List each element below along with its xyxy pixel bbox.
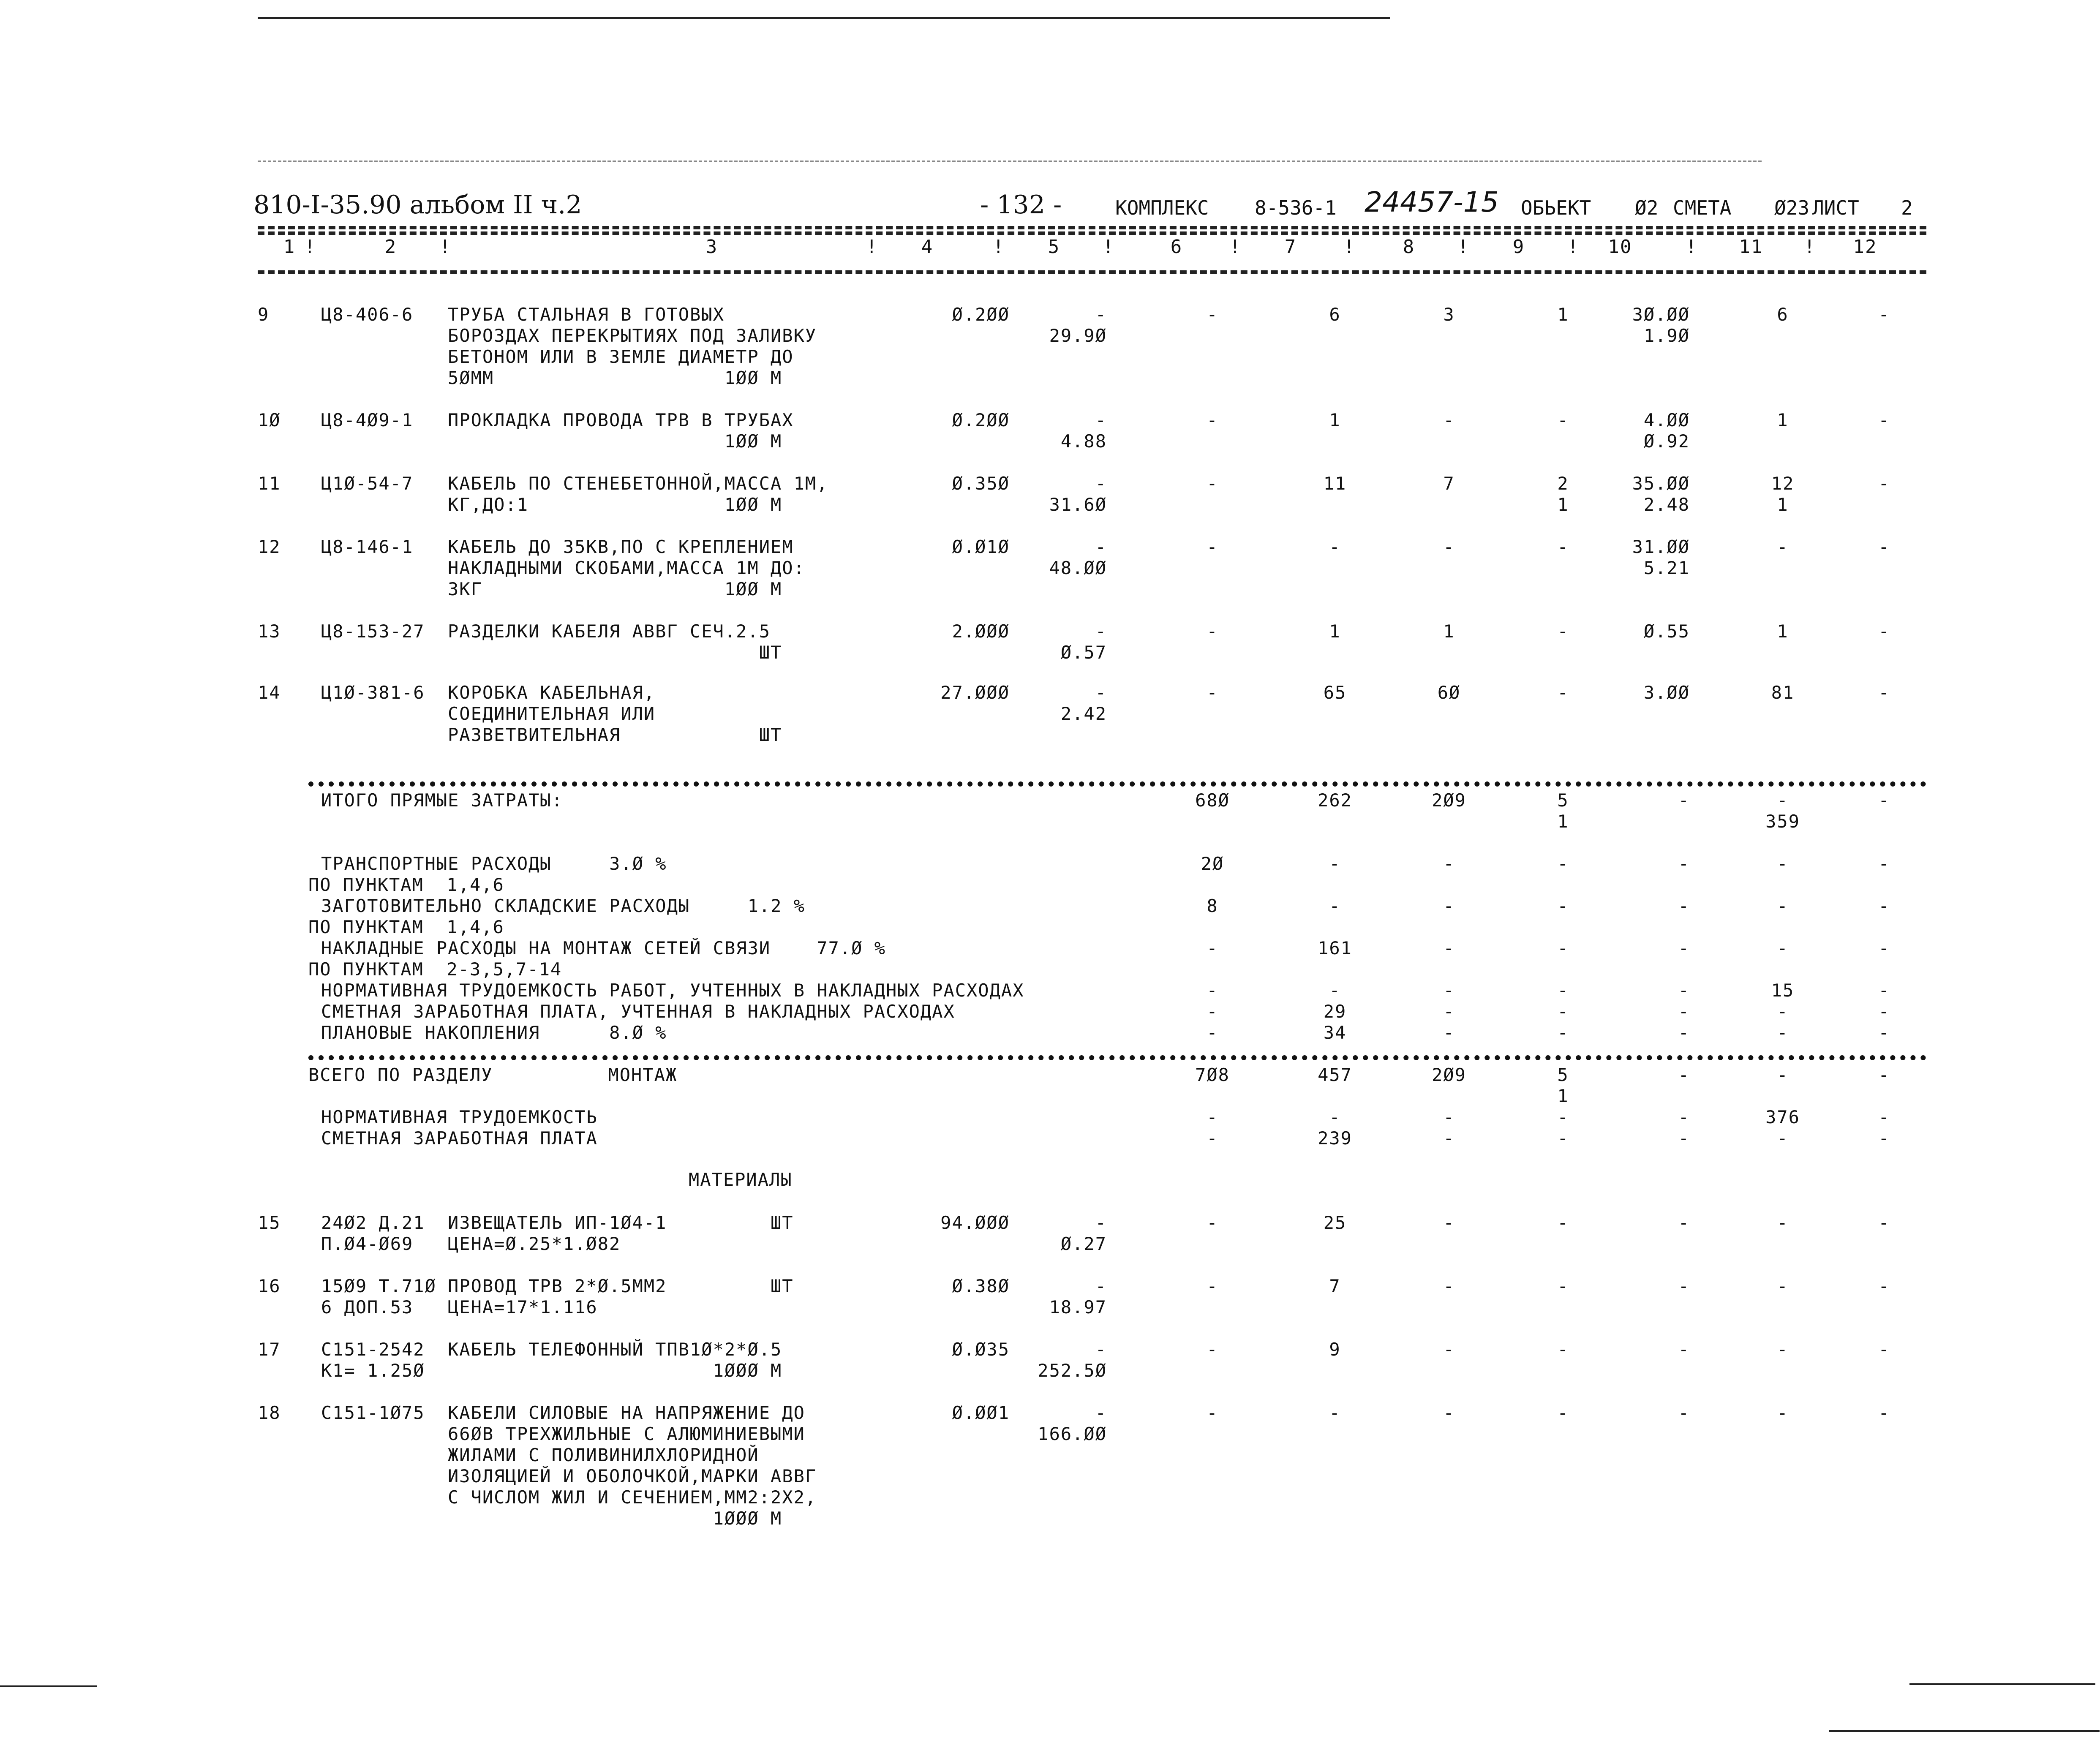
cell-c10: 35.ØØ bbox=[1632, 473, 1690, 494]
cell-c12: - bbox=[1878, 1402, 1890, 1423]
cell-c10: - bbox=[1678, 1128, 1690, 1149]
cell-c9: 2 bbox=[1557, 473, 1569, 494]
cell-c10: - bbox=[1678, 1212, 1690, 1233]
cell-c6: - bbox=[1207, 1212, 1218, 1233]
cell-c5: - bbox=[1095, 1402, 1107, 1423]
cell-c6: 8 bbox=[1207, 896, 1218, 916]
cell-c11: - bbox=[1777, 938, 1789, 958]
column-number: 10 bbox=[1608, 236, 1632, 258]
column-separator: ! bbox=[1686, 236, 1698, 258]
cell-c11: - bbox=[1777, 536, 1789, 557]
material-description-line: 66ØВ ТРЕХЖИЛЬНЫЕ С АЛЮМИНИЕВЫМИ bbox=[448, 1424, 805, 1444]
cell-c5: Ø.57 bbox=[1060, 642, 1107, 663]
overhead-line: ТРАНСПОРТНЫЕ РАСХОДЫ 3.Ø % bbox=[321, 853, 667, 874]
cell-c12: - bbox=[1878, 896, 1890, 916]
cell-c9: - bbox=[1557, 853, 1569, 874]
wages-label: СМЕТНАЯ ЗАРАБОТНАЯ ПЛАТА bbox=[321, 1128, 598, 1149]
cell-c8: - bbox=[1443, 853, 1455, 874]
column-number: 3 bbox=[705, 236, 718, 258]
cell-c7: 7 bbox=[1329, 1276, 1341, 1296]
item-number: 1Ø bbox=[258, 410, 281, 430]
cell-c6: - bbox=[1207, 980, 1218, 1001]
cell-c11: - bbox=[1777, 1128, 1789, 1149]
cell-c10: 2.48 bbox=[1643, 494, 1690, 515]
item-description-line: РАЗДЕЛКИ КАБЕЛЯ АВВГ СЕЧ.2.5 bbox=[448, 621, 771, 642]
header-rule bbox=[258, 231, 1926, 235]
item-number: 13 bbox=[258, 621, 281, 642]
item-description-line: ПРОКЛАДКА ПРОВОДА ТРВ В ТРУБАХ bbox=[448, 410, 794, 430]
item-description-line: ТРУБА СТАЛЬНАЯ В ГОТОВЫХ bbox=[448, 304, 725, 325]
overhead-line: ЗАГОТОВИТЕЛЬНО СКЛАДСКИЕ РАСХОДЫ 1.2 % bbox=[321, 896, 806, 916]
estimate-number: Ø23 bbox=[1774, 196, 1810, 219]
cell-c8: - bbox=[1443, 938, 1455, 958]
cell-c7: 1 bbox=[1329, 621, 1341, 642]
cell-c9: - bbox=[1557, 1128, 1569, 1149]
column-number: 4 bbox=[921, 236, 934, 258]
cell-c7: 239 bbox=[1318, 1128, 1352, 1149]
cell-c10: - bbox=[1678, 1107, 1690, 1127]
cell-c5: - bbox=[1095, 536, 1107, 557]
cell-c12: - bbox=[1878, 1212, 1890, 1233]
cell-c6: - bbox=[1207, 1107, 1218, 1127]
cell-c8: - bbox=[1443, 1339, 1455, 1360]
cell-c9: - bbox=[1557, 1212, 1569, 1233]
item-code: Ц8-146-1 bbox=[321, 536, 414, 557]
cell-c4: Ø.Ø35 bbox=[952, 1339, 1010, 1360]
cell-c6: - bbox=[1207, 938, 1218, 958]
material-code: 15Ø9 Т.71Ø bbox=[321, 1276, 436, 1296]
cell-c4: Ø.2ØØ bbox=[952, 410, 1010, 430]
cell-c4: 94.ØØØ bbox=[940, 1212, 1010, 1233]
cell-c9: - bbox=[1557, 896, 1569, 916]
material-code: С151-1Ø75 bbox=[321, 1402, 425, 1423]
cell-c8: - bbox=[1443, 536, 1455, 557]
cell-c11: 1 bbox=[1777, 410, 1789, 430]
cell-c5: 18.97 bbox=[1049, 1297, 1107, 1318]
item-description-line: СОЕДИНИТЕЛЬНАЯ ИЛИ bbox=[448, 703, 656, 724]
column-separator: ! bbox=[1343, 236, 1356, 258]
cell-c6: - bbox=[1207, 1339, 1218, 1360]
cell-c6: - bbox=[1207, 1402, 1218, 1423]
cell-c6: 7Ø8 bbox=[1195, 1064, 1230, 1085]
material-number: 16 bbox=[258, 1276, 281, 1296]
cell-c11: - bbox=[1777, 1022, 1789, 1043]
cell-c10: - bbox=[1678, 1276, 1690, 1296]
cell-c7: 9 bbox=[1329, 1339, 1341, 1360]
cell-c10: 5.21 bbox=[1643, 558, 1690, 578]
item-description-line: КГ,ДО:1 1ØØ М bbox=[448, 494, 782, 515]
item-description-line: РАЗВЕТВИТЕЛЬНАЯ ШТ bbox=[448, 724, 782, 745]
cell-c11: - bbox=[1777, 1001, 1789, 1022]
cell-c12: - bbox=[1878, 853, 1890, 874]
cell-c12: - bbox=[1878, 1107, 1890, 1127]
cell-c7: - bbox=[1329, 896, 1341, 916]
column-number: 7 bbox=[1284, 236, 1297, 258]
cell-c6: - bbox=[1207, 1276, 1218, 1296]
cell-c5: - bbox=[1095, 1339, 1107, 1360]
overhead-line: НАКЛАДНЫЕ РАСХОДЫ НА МОНТАЖ СЕТЕЙ СВЯЗИ 77.Ø % bbox=[321, 938, 886, 958]
cell-c10: Ø.92 bbox=[1643, 431, 1690, 452]
cell-c7: 457 bbox=[1318, 1064, 1352, 1085]
cell-c5: - bbox=[1095, 1212, 1107, 1233]
material-number: 15 bbox=[258, 1212, 281, 1233]
material-description-line: 1ØØØ М bbox=[448, 1360, 782, 1381]
cell-c12: - bbox=[1878, 1064, 1890, 1085]
direct-costs-label: ИТОГО ПРЯМЫЕ ЗАТРАТЫ: bbox=[321, 790, 564, 811]
cell-c8: 7 bbox=[1443, 473, 1455, 494]
cell-c5: - bbox=[1095, 304, 1107, 325]
cell-c8: 2Ø9 bbox=[1432, 1064, 1466, 1085]
overhead-line: ПО ПУНКТАМ 1,4,6 bbox=[308, 917, 504, 937]
overhead-line: СМЕТНАЯ ЗАРАБОТНАЯ ПЛАТА, УЧТЕННАЯ В НАКЛАДНЫХ РАСХОДАХ bbox=[321, 1001, 955, 1022]
cell-c5: 252.5Ø bbox=[1038, 1360, 1107, 1381]
cell-c10: 3.ØØ bbox=[1643, 682, 1690, 703]
labor-label: НОРМАТИВНАЯ ТРУДОЕМКОСТЬ bbox=[321, 1107, 598, 1127]
cell-c10: 3Ø.ØØ bbox=[1632, 304, 1690, 325]
cell-c12: - bbox=[1878, 1022, 1890, 1043]
cell-c12: - bbox=[1878, 410, 1890, 430]
cell-c10: - bbox=[1678, 1064, 1690, 1085]
cell-c10: - bbox=[1678, 853, 1690, 874]
material-description-line: ЦЕНА=Ø.25*1.Ø82 bbox=[448, 1233, 621, 1254]
cell-c10: Ø.55 bbox=[1643, 621, 1690, 642]
cell-c8: 6Ø bbox=[1437, 682, 1461, 703]
cell-c4: 27.ØØØ bbox=[940, 682, 1010, 703]
cell-c9: - bbox=[1557, 536, 1569, 557]
cell-c10: - bbox=[1678, 1402, 1690, 1423]
cell-c6: - bbox=[1207, 1022, 1218, 1043]
material-number: 18 bbox=[258, 1402, 281, 1423]
cell-c8: 2Ø9 bbox=[1432, 790, 1466, 811]
cell-c5: 48.ØØ bbox=[1049, 558, 1107, 578]
material-description-line: КАБЕЛИ СИЛОВЫЕ НА НАПРЯЖЕНИЕ ДО bbox=[448, 1402, 805, 1423]
cell-c10: - bbox=[1678, 1022, 1690, 1043]
item-description-line: 1ØØ М bbox=[448, 431, 782, 452]
cell-c5: - bbox=[1095, 621, 1107, 642]
material-description-line: ЖИЛАМИ С ПОЛИВИНИЛХЛОРИДНОЙ bbox=[448, 1445, 759, 1465]
overhead-line: ПО ПУНКТАМ 1,4,6 bbox=[308, 874, 504, 895]
sheet-number: 2 bbox=[1901, 196, 1913, 219]
material-code-ref: П.Ø4-Ø69 bbox=[321, 1233, 414, 1254]
column-number: 12 bbox=[1853, 236, 1877, 258]
cell-c4: Ø.38Ø bbox=[952, 1276, 1010, 1296]
cell-c11: - bbox=[1777, 1064, 1789, 1085]
item-description-line: 3КГ 1ØØ М bbox=[448, 579, 782, 599]
item-description-line: БОРОЗДАХ ПЕРЕКРЫТИЯХ ПОД ЗАЛИВКУ bbox=[448, 325, 817, 346]
column-number: 8 bbox=[1403, 236, 1415, 258]
column-number: 6 bbox=[1170, 236, 1183, 258]
cell-c4: Ø.ØØ1 bbox=[952, 1402, 1010, 1423]
cell-c10: 1.9Ø bbox=[1643, 325, 1690, 346]
cell-c8: 1 bbox=[1443, 621, 1455, 642]
cell-c12: - bbox=[1878, 473, 1890, 494]
cell-c7: 11 bbox=[1323, 473, 1347, 494]
cell-c5: 29.9Ø bbox=[1049, 325, 1107, 346]
item-number: 14 bbox=[258, 682, 281, 703]
cell-c5: 31.6Ø bbox=[1049, 494, 1107, 515]
overhead-line: НОРМАТИВНАЯ ТРУДОЕМКОСТЬ РАБОТ, УЧТЕННЫХ В НАКЛАДНЫХ РАСХОДАХ bbox=[321, 980, 1024, 1001]
column-number: 5 bbox=[1048, 236, 1060, 258]
cell-c6: 2Ø bbox=[1201, 853, 1224, 874]
cell-c7: - bbox=[1329, 1402, 1341, 1423]
item-description-line: БЕТОНОМ ИЛИ В ЗЕМЛЕ ДИАМЕТР ДО bbox=[448, 346, 794, 367]
cell-c11: - bbox=[1777, 853, 1789, 874]
cell-c8: - bbox=[1443, 896, 1455, 916]
cell-c6: - bbox=[1207, 621, 1218, 642]
complex-code: 8-536-1 bbox=[1255, 196, 1337, 219]
cell-c10: - bbox=[1678, 1001, 1690, 1022]
cell-c5: - bbox=[1095, 410, 1107, 430]
cell-c7: 161 bbox=[1318, 938, 1352, 958]
cell-c7: 29 bbox=[1323, 1001, 1347, 1022]
overhead-line: ПО ПУНКТАМ 2-3,5,7-14 bbox=[308, 959, 562, 980]
cell-c12: - bbox=[1878, 980, 1890, 1001]
item-code: Ц8-4Ø9-1 bbox=[321, 410, 414, 430]
cell-c8: - bbox=[1443, 1276, 1455, 1296]
cell-c7: 262 bbox=[1318, 790, 1352, 811]
item-description-line: КОРОБКА КАБЕЛЬНАЯ, bbox=[448, 682, 656, 703]
totals-divider bbox=[308, 781, 1926, 787]
cell-c9: 5 bbox=[1557, 790, 1569, 811]
material-code-ref: К1= 1.25Ø bbox=[321, 1360, 425, 1381]
cell-c9: - bbox=[1557, 1402, 1569, 1423]
cell-c12: - bbox=[1878, 1128, 1890, 1149]
cell-c7: - bbox=[1329, 1107, 1341, 1127]
cell-c9: - bbox=[1557, 410, 1569, 430]
cell-c5: - bbox=[1095, 682, 1107, 703]
item-code: Ц8-153-27 bbox=[321, 621, 425, 642]
cell-c7: 25 bbox=[1323, 1212, 1347, 1233]
cell-c12: - bbox=[1878, 304, 1890, 325]
item-number: 11 bbox=[258, 473, 281, 494]
material-description-line: С ЧИСЛОМ ЖИЛ И СЕЧЕНИЕМ,ММ2:2Х2, bbox=[448, 1487, 817, 1508]
cell-c5: 166.ØØ bbox=[1038, 1424, 1107, 1444]
material-description-line: ИЗОЛЯЦИЕЙ И ОБОЛОЧКОЙ,МАРКИ АВВГ bbox=[448, 1466, 817, 1486]
cell-c9: - bbox=[1557, 682, 1569, 703]
object-number: Ø2 bbox=[1635, 196, 1659, 219]
cell-c5: - bbox=[1095, 473, 1107, 494]
cell-c9: 5 bbox=[1557, 1064, 1569, 1085]
item-code: Ц1Ø-381-6 bbox=[321, 682, 425, 703]
cell-c7: - bbox=[1329, 853, 1341, 874]
cell-c5: - bbox=[1095, 1276, 1107, 1296]
cell-c12: - bbox=[1878, 1001, 1890, 1022]
material-description-line: ИЗВЕЩАТЕЛЬ ИП-1Ø4-1 ШТ bbox=[448, 1212, 794, 1233]
cell-c11: 12 bbox=[1771, 473, 1795, 494]
cell-c12: - bbox=[1878, 621, 1890, 642]
cell-c9: - bbox=[1557, 980, 1569, 1001]
cell-c9: - bbox=[1557, 1107, 1569, 1127]
column-separator: ! bbox=[993, 236, 1005, 258]
page-number: - 132 - bbox=[980, 190, 1062, 220]
item-description-line: 5ØММ 1ØØ М bbox=[448, 368, 782, 388]
cell-c8: - bbox=[1443, 1107, 1455, 1127]
cell-c12: - bbox=[1878, 682, 1890, 703]
cell-c10: - bbox=[1678, 1339, 1690, 1360]
cell-c11: 6 bbox=[1777, 304, 1789, 325]
cell-c11: 359 bbox=[1765, 811, 1800, 832]
header-rule bbox=[258, 226, 1926, 229]
doc-reference: 810-I-35.90 альбом II ч.2 bbox=[253, 190, 582, 220]
column-separator: ! bbox=[304, 236, 316, 258]
cell-c10: - bbox=[1678, 896, 1690, 916]
materials-title: МАТЕРИАЛЫ bbox=[689, 1169, 793, 1190]
cell-c7: 34 bbox=[1323, 1022, 1347, 1043]
column-separator: ! bbox=[439, 236, 452, 258]
scan-edge-line bbox=[1909, 1683, 2095, 1685]
cell-c7: 6 bbox=[1329, 304, 1341, 325]
cell-c11: - bbox=[1777, 1276, 1789, 1296]
item-number: 9 bbox=[258, 304, 270, 325]
column-header-rule bbox=[258, 270, 1926, 274]
cell-c11: - bbox=[1777, 790, 1789, 811]
section-total-label: ВСЕГО ПО РАЗДЕЛУ МОНТАЖ bbox=[308, 1064, 678, 1085]
column-number: 11 bbox=[1739, 236, 1763, 258]
material-description-line: 1ØØØ М bbox=[448, 1508, 782, 1529]
scan-edge-line bbox=[0, 1685, 97, 1687]
cell-c4: Ø.2ØØ bbox=[952, 304, 1010, 325]
column-separator: ! bbox=[1229, 236, 1242, 258]
column-separator: ! bbox=[1457, 236, 1470, 258]
cell-c9: - bbox=[1557, 1022, 1569, 1043]
section-divider bbox=[308, 1055, 1926, 1060]
cell-c10: - bbox=[1678, 790, 1690, 811]
scan-edge-line bbox=[258, 161, 1762, 162]
cell-c10: 31.ØØ bbox=[1632, 536, 1690, 557]
cell-c8: - bbox=[1443, 1022, 1455, 1043]
column-number: 2 bbox=[384, 236, 397, 258]
material-description-line: КАБЕЛЬ ТЕЛЕФОННЫЙ ТПВ1Ø*2*Ø.5 bbox=[448, 1339, 782, 1360]
cell-c8: - bbox=[1443, 1128, 1455, 1149]
cell-c9: 1 bbox=[1557, 304, 1569, 325]
sheet-label: ЛИСТ bbox=[1812, 196, 1859, 219]
cell-c6: - bbox=[1207, 410, 1218, 430]
cell-c8: - bbox=[1443, 1001, 1455, 1022]
scan-edge-line bbox=[258, 17, 1390, 19]
cell-c10: - bbox=[1678, 938, 1690, 958]
cell-c9: 1 bbox=[1557, 494, 1569, 515]
cell-c8: 3 bbox=[1443, 304, 1455, 325]
material-code: 24Ø2 Д.21 bbox=[321, 1212, 425, 1233]
overhead-line: ПЛАНОВЫЕ НАКОПЛЕНИЯ 8.Ø % bbox=[321, 1022, 667, 1043]
cell-c6: - bbox=[1207, 1128, 1218, 1149]
material-code: С151-2542 bbox=[321, 1339, 425, 1360]
column-separator: ! bbox=[1804, 236, 1816, 258]
cell-c10: 4.ØØ bbox=[1643, 410, 1690, 430]
cell-c11: 15 bbox=[1771, 980, 1795, 1001]
cell-c9: - bbox=[1557, 1276, 1569, 1296]
cell-c9: - bbox=[1557, 938, 1569, 958]
cell-c4: 2.ØØØ bbox=[952, 621, 1010, 642]
cell-c12: - bbox=[1878, 790, 1890, 811]
cell-c5: 2.42 bbox=[1060, 703, 1107, 724]
cell-c12: - bbox=[1878, 938, 1890, 958]
cell-c11: - bbox=[1777, 1212, 1789, 1233]
estimate-label: СМЕТА bbox=[1673, 196, 1732, 219]
column-separator: ! bbox=[866, 236, 878, 258]
cell-c11: - bbox=[1777, 896, 1789, 916]
column-separator: ! bbox=[1103, 236, 1115, 258]
cell-c11: 376 bbox=[1765, 1107, 1800, 1127]
column-number: 9 bbox=[1512, 236, 1525, 258]
cell-c6: - bbox=[1207, 1001, 1218, 1022]
cell-c6: - bbox=[1207, 304, 1218, 325]
object-label: ОБЬЕКТ bbox=[1521, 196, 1591, 219]
item-number: 12 bbox=[258, 536, 281, 557]
item-description-line: КАБЕЛЬ ДО 35КВ,ПО С КРЕПЛЕНИЕМ bbox=[448, 536, 794, 557]
cell-c8: - bbox=[1443, 410, 1455, 430]
cell-c11: - bbox=[1777, 1402, 1789, 1423]
cell-c6: - bbox=[1207, 473, 1218, 494]
cell-c7: 1 bbox=[1329, 410, 1341, 430]
cell-c7: 65 bbox=[1323, 682, 1347, 703]
cell-c9: 1 bbox=[1557, 811, 1569, 832]
handwritten-number: 24457-15 bbox=[1365, 186, 1499, 218]
cell-c10: - bbox=[1678, 980, 1690, 1001]
cell-c11: 1 bbox=[1777, 621, 1789, 642]
cell-c11: - bbox=[1777, 1339, 1789, 1360]
complex-label: КОМПЛЕКС bbox=[1115, 196, 1209, 219]
material-description-line: ПРОВОД ТРВ 2*Ø.5ММ2 ШТ bbox=[448, 1276, 794, 1296]
material-description-line: ЦЕНА=17*1.116 bbox=[448, 1297, 598, 1318]
item-description-line: КАБЕЛЬ ПО СТЕНЕБЕТОННОЙ,МАССА 1М, bbox=[448, 473, 828, 494]
column-number: 1 bbox=[283, 236, 296, 258]
cell-c7: - bbox=[1329, 536, 1341, 557]
cell-c9: - bbox=[1557, 1339, 1569, 1360]
cell-c4: Ø.35Ø bbox=[952, 473, 1010, 494]
cell-c9: 1 bbox=[1557, 1086, 1569, 1106]
item-description-line: НАКЛАДНЫМИ СКОБАМИ,МАССА 1М ДО: bbox=[448, 558, 805, 578]
material-code-ref: 6 ДОП.53 bbox=[321, 1297, 414, 1318]
cell-c5: 4.88 bbox=[1060, 431, 1107, 452]
cell-c8: - bbox=[1443, 1212, 1455, 1233]
item-description-line: ШТ bbox=[448, 642, 782, 663]
column-separator: ! bbox=[1567, 236, 1580, 258]
cell-c6: - bbox=[1207, 682, 1218, 703]
cell-c6: 68Ø bbox=[1195, 790, 1230, 811]
cell-c9: - bbox=[1557, 1001, 1569, 1022]
cell-c4: Ø.Ø1Ø bbox=[952, 536, 1010, 557]
cell-c5: Ø.27 bbox=[1060, 1233, 1107, 1254]
item-code: Ц1Ø-54-7 bbox=[321, 473, 414, 494]
cell-c8: - bbox=[1443, 980, 1455, 1001]
cell-c6: - bbox=[1207, 536, 1218, 557]
cell-c8: - bbox=[1443, 1402, 1455, 1423]
scan-edge-line bbox=[1829, 1730, 2100, 1732]
cell-c7: - bbox=[1329, 980, 1341, 1001]
item-code: Ц8-406-6 bbox=[321, 304, 414, 325]
cell-c11: 81 bbox=[1771, 682, 1795, 703]
cell-c11: 1 bbox=[1777, 494, 1789, 515]
cell-c12: - bbox=[1878, 1276, 1890, 1296]
cell-c9: - bbox=[1557, 621, 1569, 642]
cell-c12: - bbox=[1878, 536, 1890, 557]
cell-c12: - bbox=[1878, 1339, 1890, 1360]
material-number: 17 bbox=[258, 1339, 281, 1360]
